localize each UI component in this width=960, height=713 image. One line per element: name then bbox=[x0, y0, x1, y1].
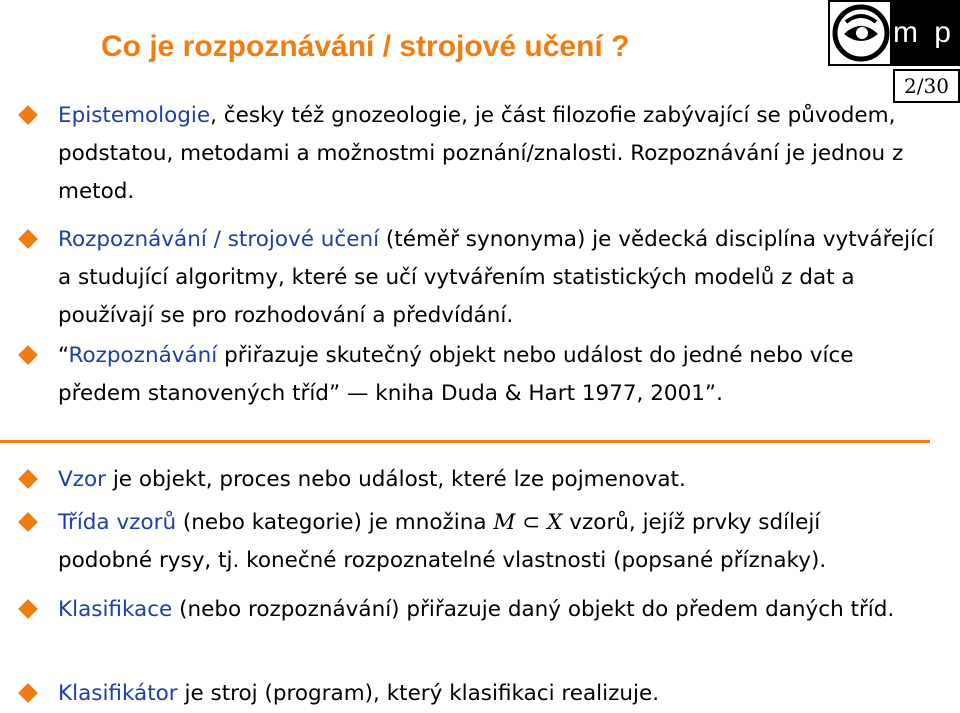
item-term: Klasifikace bbox=[58, 597, 173, 622]
logo-text: m p bbox=[890, 2, 958, 64]
item-text-after: vzorů, jejíž prvky sdílejí podobné rysy, tj. konečné rozpoznatelné vlastnosti (popsané příznaky). bbox=[58, 510, 827, 573]
slide-title: Co je rozpoznávání / strojové učení ? bbox=[101, 30, 630, 63]
item-text-before: (nebo kategorie) je množina bbox=[176, 510, 494, 535]
eye-emblem-icon bbox=[832, 4, 890, 62]
list-item bbox=[58, 97, 928, 211]
item-text: přiřazuje skutečný objekt nebo událost do jedné nebo více předem stanovených tříd” — kniha Duda & Hart 1977, 2001”. bbox=[58, 343, 854, 406]
math-set-x: X bbox=[547, 510, 563, 535]
math-subset-symbol: ⊂ bbox=[522, 510, 541, 535]
item-term: Epistemologie bbox=[58, 103, 211, 128]
item-text: (téměř synonyma) je vědecká disciplína vytvářející a studující algoritmy, které se učí vytvářením statistických modelů z dat a používají se pro rozhodování a předvídání. bbox=[58, 227, 934, 328]
page-number: 2/30 bbox=[893, 69, 960, 103]
bullet-icon bbox=[18, 683, 38, 703]
bullet-icon bbox=[18, 599, 38, 619]
list-item bbox=[58, 591, 898, 629]
item-term: Rozpoznávání bbox=[68, 343, 218, 368]
list-item bbox=[58, 461, 938, 499]
bullet-icon bbox=[18, 229, 38, 249]
divider bbox=[0, 440, 930, 443]
bullet-icon bbox=[18, 345, 38, 365]
item-term: Vzor bbox=[58, 467, 106, 492]
item-term: Klasifikátor bbox=[58, 681, 178, 706]
item-text: (nebo rozpoznávání) přiřazuje daný objekt do předem daných tříd. bbox=[172, 597, 895, 622]
list-item bbox=[58, 221, 938, 335]
bullet-icon bbox=[18, 105, 38, 125]
item-text: , česky též gnozeologie, je část filozofie zabývající se původem, podstatou, metodami a možnostmi poznání/znalosti. Rozpoznávání je jednou z metod. bbox=[58, 103, 904, 204]
math-set-m: M bbox=[493, 510, 516, 535]
open-quote: “ bbox=[58, 343, 69, 368]
logo bbox=[828, 0, 960, 66]
list-item bbox=[58, 337, 898, 413]
item-term: Třída vzorů bbox=[58, 510, 177, 535]
item-text: je objekt, proces nebo událost, které lze pojmenovat. bbox=[106, 467, 686, 492]
list-item bbox=[58, 504, 918, 580]
item-text: je stroj (program), který klasifikaci realizuje. bbox=[177, 681, 660, 706]
bullet-icon bbox=[18, 512, 38, 532]
bullet-icon bbox=[18, 469, 38, 489]
list-item bbox=[58, 675, 938, 713]
item-term: Rozpoznávání / strojové učení bbox=[58, 227, 380, 252]
